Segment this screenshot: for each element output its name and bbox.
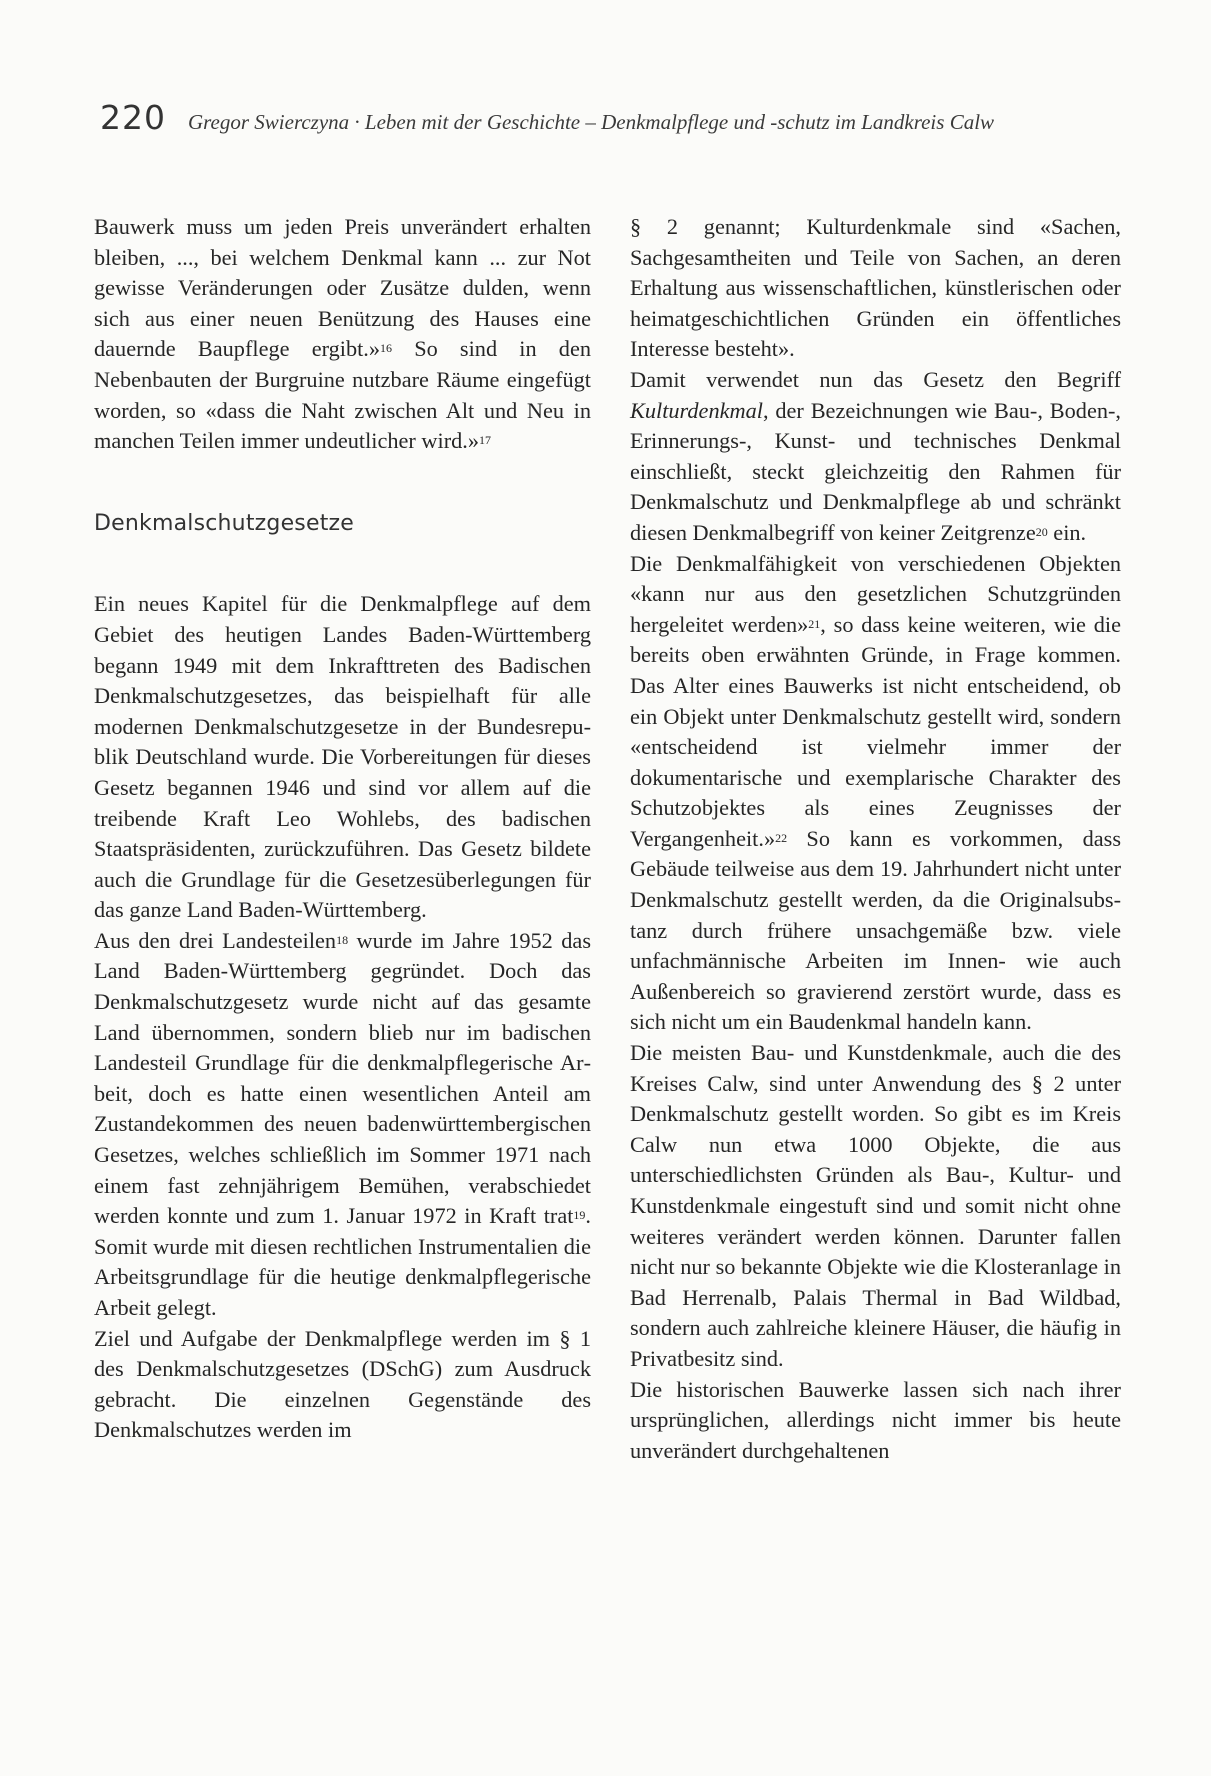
footnote-ref: 20 <box>1035 524 1048 539</box>
footnote-ref: 22 <box>775 830 788 845</box>
running-title: Gregor Swierczyna · Leben mit der Geschichte – Denkmalpflege und -schutz im Landkreis Calw <box>188 110 995 134</box>
paragraph-text: Die meisten Bau- und Kunstdenkmale, auch die des Kreises Calw, sind unter Anwendung des § 2 unter Denkmalschutz gestellt worden. So gibt es im Kreis Calw nun etwa 1000 Objekte, die aus unterschiedlichsten Gründen als Bau-, Kultur- und Kunstdenkmale eingestuft sind und somit nicht ohne weiteres verändert werden können. Darunter fallen nicht nur so bekannte Objekte wie die Klosteranlage in Bad Herrenalb, Palais Thermal in Bad Wildbad, sondern auch zahlreiche kleinere Häuser, die häufig in Privatbesitz sind. <box>630 1040 1121 1371</box>
paragraph <box>94 589 591 926</box>
paragraph-text: , so dass keine weiteren, wie die bereits oben erwähnten Gründe, in Frage kommen. Das Alter eines Bauwerks ist nicht entscheidend, ob ein Objekt unter Denkmalschutz gestellt wird, sondern «entscheidend ist vielmehr immer der dokumentarische und exemplarische Charakter des Schutzobjektes als eines Zeugnisses der Vergangenheit.» <box>630 611 1121 851</box>
paragraph-text: ein. <box>1047 519 1087 545</box>
running-header <box>100 98 1140 137</box>
paragraph-text: , der Bezeichnungen wie Bau-, Boden-, Erinnerungs-, Kunst- und technisches Denkmal einschließt, steckt gleichzeitig den Rahmen für Denkmalschutz und Denkmalpflege ab und schränkt diesen Denkmalbegriff von keiner Zeitgrenze <box>630 397 1121 545</box>
paragraph-text: Damit verwendet nun das Gesetz den Begriff <box>630 366 1121 392</box>
page-number: 220 <box>100 98 166 137</box>
footnote-ref: 21 <box>808 616 821 631</box>
paragraph-text: So sind in den Nebenbauten der Burgruine nutzbare Räume eingefügt worden, so «dass die Naht zwischen Alt und Neu in manchen Teilen immer undeutlicher wird.» <box>94 336 591 454</box>
paragraph <box>94 926 591 1324</box>
paragraph-text: § 2 genannt; Kulturdenkmale sind «Sachen, Sachgesamtheiten und Teile von Sachen, an deren Erhaltung aus wissenschaftlichen, künstlerischen oder heimatgeschichtlichen Gründen ein öffentliches Interesse besteht». <box>630 214 1121 362</box>
paragraph-text: Die Denkmalfähigkeit von verschiedenen Objekten «kann nur aus den gesetzlichen Schutzgründen hergeleitet werden» <box>630 550 1121 637</box>
paragraph-text: So kann es vorkommen, dass Gebäude teilweise aus dem 19. Jahrhundert nicht unter Denkmalschutz gestellt werden, da die Originalsubstanz durch frühere unsachgemäße bzw. viele unfachmännische Arbeiten im Innen- wie auch Außenbereich so gravierend zerstört wurde, dass es sich nicht um ein Baudenkmal handeln kann. <box>630 825 1121 1035</box>
footnote-ref: 18 <box>336 932 349 947</box>
footnote-ref: 17 <box>479 433 492 448</box>
paragraph-text: Aus den drei Landesteilen <box>94 927 337 953</box>
paragraph-text: Bauwerk muss um jeden Preis unverändert erhalten bleiben, ..., bei welchem Denkmal kann ... zur Not gewisse Veränderungen oder Zusätze dulden, wenn sich aus einer neuen Benützung des Hauses eine dauernde Baupflege ergibt.» <box>94 214 591 362</box>
paragraph-text: wurde im Jahre 1952 das Land Baden-Württemberg gegründet. Doch das Denkmalschutzgesetz wurde nicht auf das gesamte Land übernommen, sondern blieb nur im badischen Landesteil Grundlage für die denkmalpflegerische Arbeit, doch es hatte einen wesentlichen Anteil am Zustandekommen des neuen badenwürttembergischen Gesetzes, welches schließlich im Sommer 1971 nach einem fast zehnjährigem Bemühen, verabschiedet werden konnte und zum 1. Januar 1972 in Kraft trat <box>94 927 591 1229</box>
right-column <box>630 212 1121 1466</box>
paragraph-text: . Somit wurde mit diesen rechtlichen Instrumentalien die Arbeitsgrundlage für die heutige denkmalpflegerische Arbeit gelegt. <box>94 1203 591 1320</box>
emphasis-term: Kulturdenkmal <box>630 397 763 423</box>
paragraph-text: Die historischen Bauwerke lassen sich nach ihrer ursprünglichen, allerdings nicht immer bis heute unverändert durchgehaltenen <box>630 1376 1121 1463</box>
paragraph <box>630 365 1121 549</box>
section-heading: Denkmalschutzgesetze <box>94 510 355 536</box>
footnote-ref: 19 <box>573 1208 586 1223</box>
paragraph <box>630 1038 1121 1375</box>
paragraph <box>94 1324 591 1446</box>
paragraph <box>630 1375 1121 1467</box>
paragraph <box>630 549 1121 1039</box>
left-column <box>94 212 591 1446</box>
paragraph-text: Ein neues Kapitel für die Denkmalpflege auf dem Gebiet des heutigen Landes Baden-Württemberg begann 1949 mit dem Inkrafttreten des Badischen Denkmalschutzgesetzes, das beispielhaft für alle modernen Denkmalschutzgesetze in der Bundesrepublik Deutschland wurde. Die Vorbereitungen für dieses Gesetz begannen 1946 und sind vor allem auf die treibende Kraft Leo Wohlebs, des badischen Staatspräsidenten, zurückzuführen. Das Gesetz bildete auch die Grundlage für die Gesetzesüberlegungen für das ganze Land Baden-Württemberg. <box>94 591 591 923</box>
paragraph <box>94 212 591 457</box>
paragraph-text: Ziel und Aufgabe der Denkmalpflege werden im § 1 des Denkmalschutzgesetzes (DSchG) zum Ausdruck gebracht. Die einzelnen Gegenstände des Denkmalschutzes werden im <box>94 1325 591 1443</box>
paragraph <box>630 212 1121 365</box>
footnote-ref: 16 <box>380 341 393 356</box>
